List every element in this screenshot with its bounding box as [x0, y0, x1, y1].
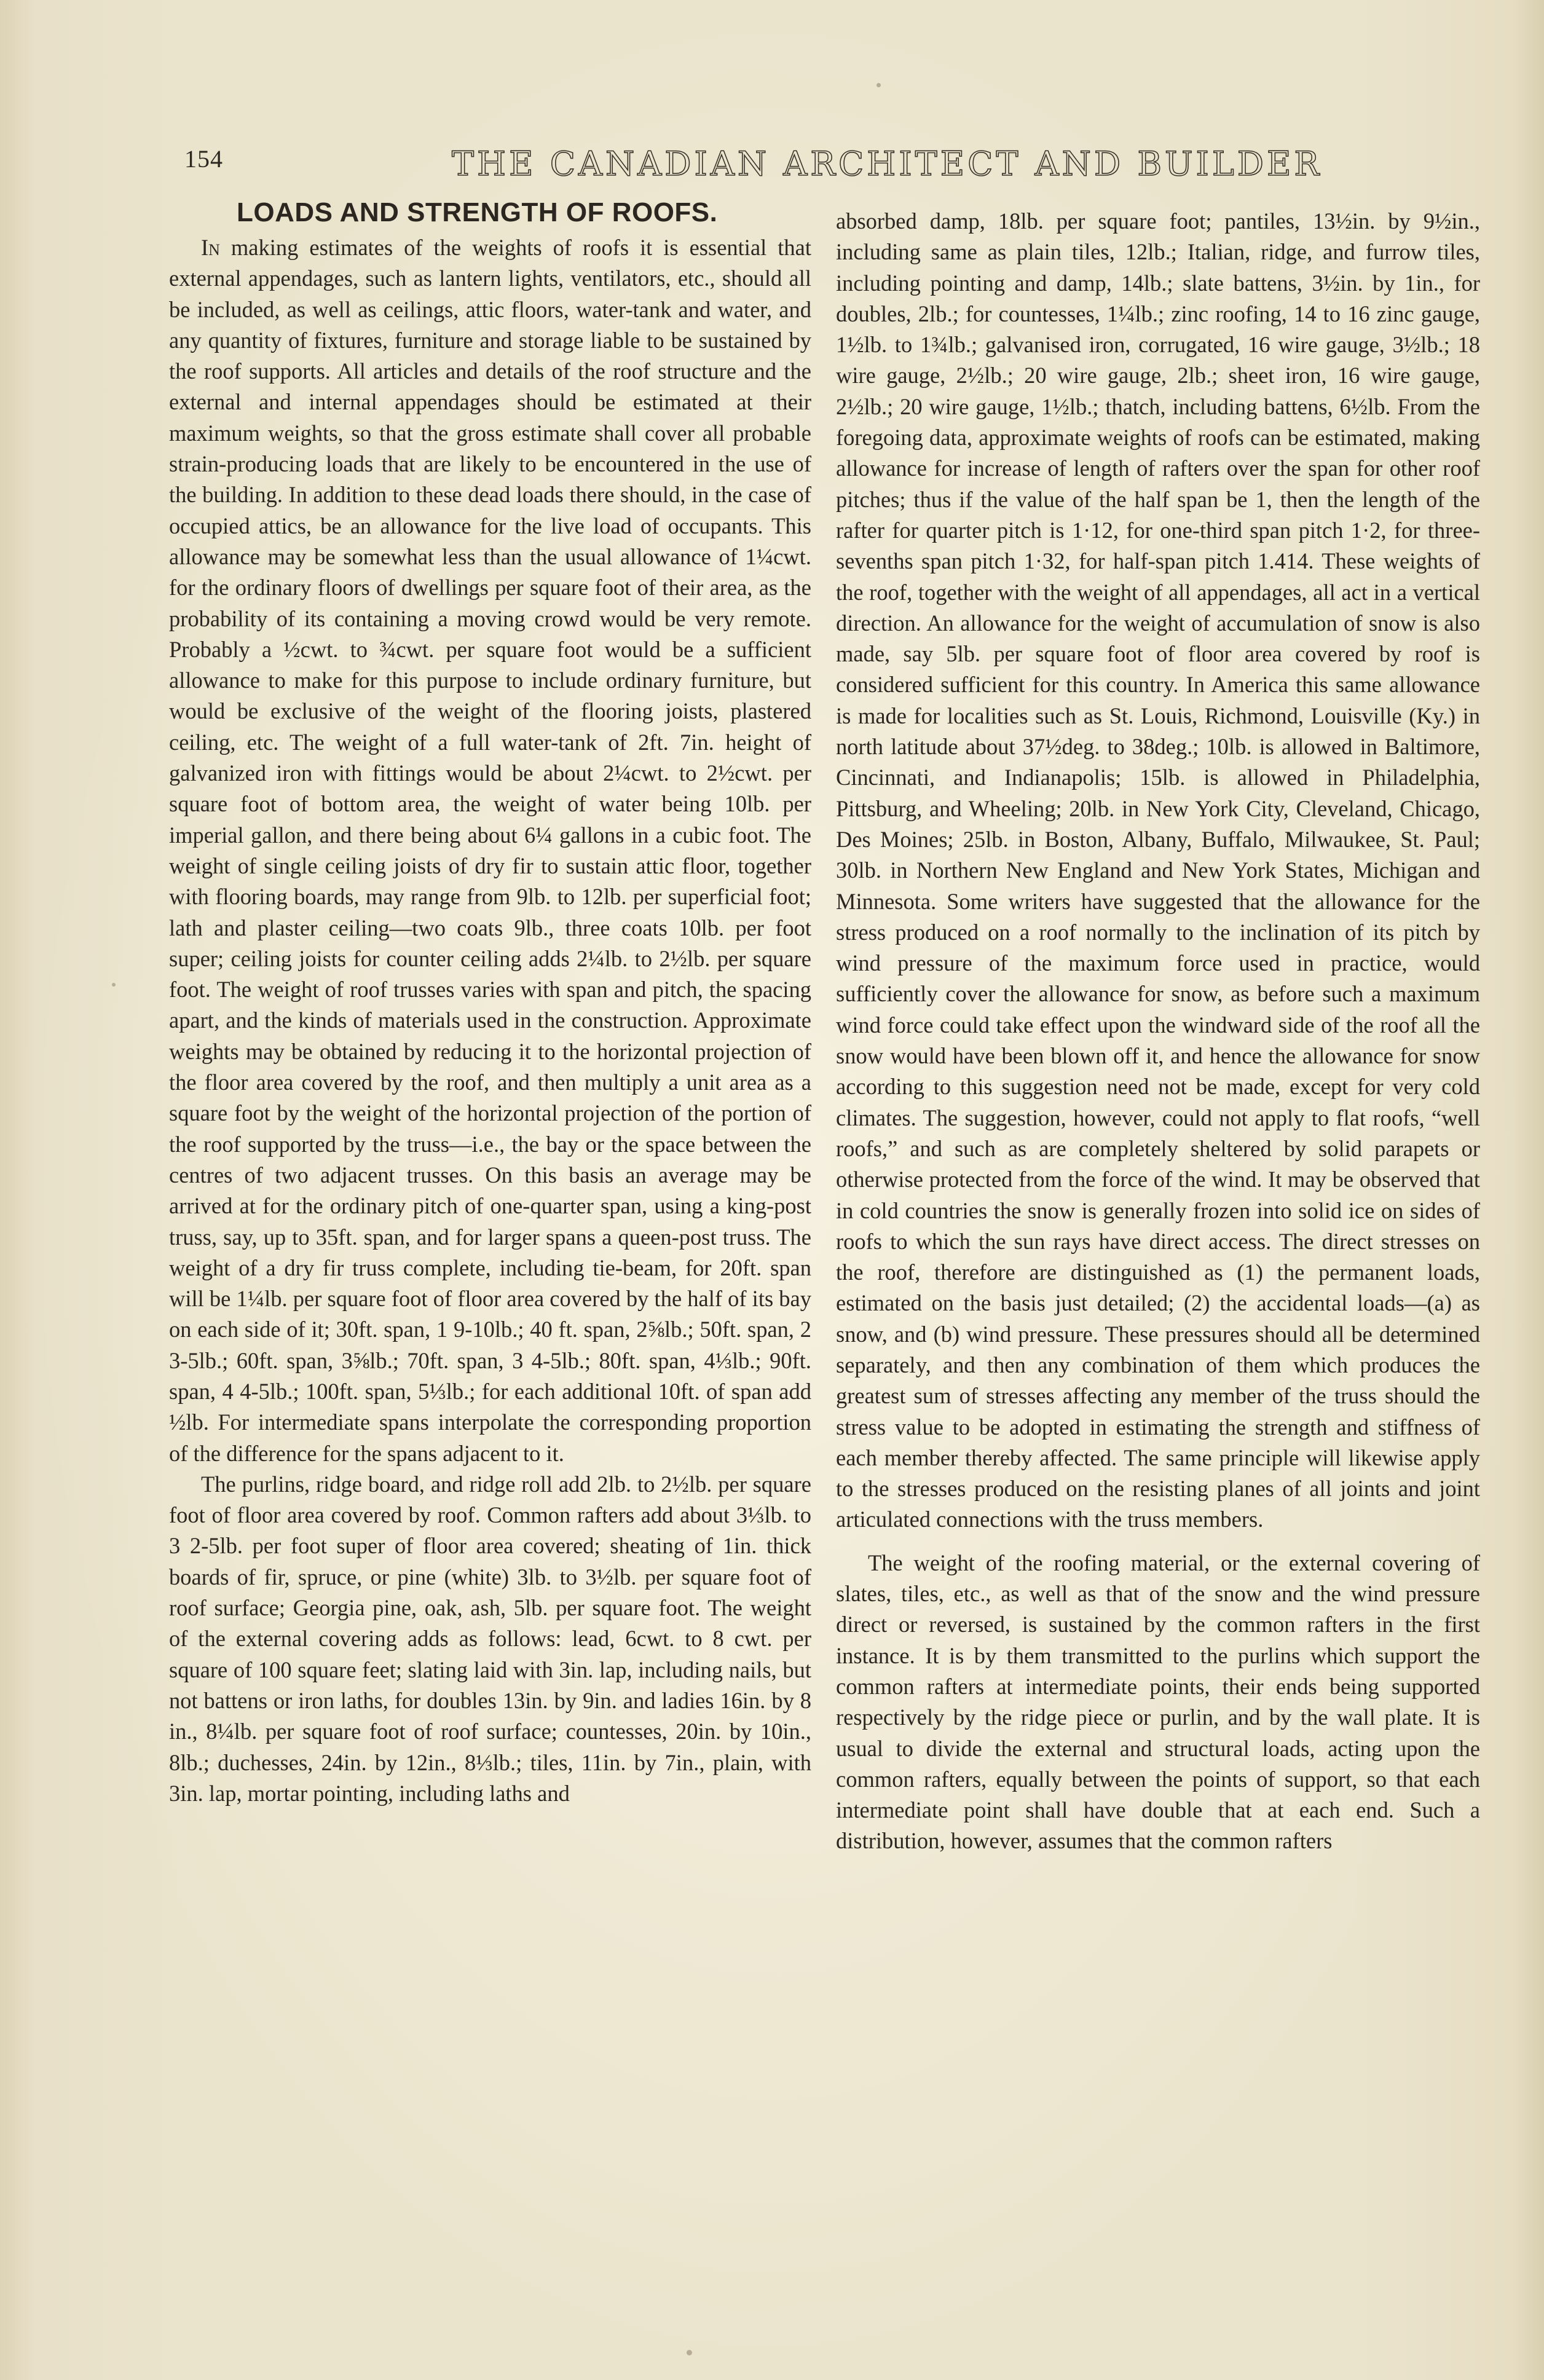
left-column — [169, 195, 811, 1809]
paper-blemish — [687, 2350, 692, 2355]
right-column — [836, 206, 1480, 1857]
paragraph: The weight of the roofing material, or the external covering of slates, tiles, etc., as well as that of the snow and the wind pressure direct or reversed, is sustained by the common rafters in the first instance. It is by them transmitted to the purlins which support the common rafters at intermediate points, their ends being supported respectively by the ridge piece or purlin, and by the wall plate. It is usual to divide the external and structural loads, acting upon the common rafters, equally between the points of support, so that each intermediate point shall have double that at each end. Such a distribution, however, assumes that the common rafters — [836, 1550, 1480, 1854]
page-number: 154 — [184, 145, 223, 173]
drop-word: In — [201, 235, 220, 260]
paragraph: absorbed damp, 18lb. per square foot; pantiles, 13½in. by 9½in., including same as plain tiles, 12lb.; Italian, ridge, and furrow tiles, including pointing and damp, 14lb.; slate battens, 3½in. by 1in., for doubles, 2lb.; for countesses, 1¼lb.; zinc roofing, 14 to 16 zinc gauge, 1½lb. to 1¾lb.; galvanised iron, corrugated, 16 wire gauge, 3½lb.; 18 wire gauge, 2½lb.; 20 wire gauge, 2lb.; sheet iron, 16 wire gauge, 2½lb.; 20 wire gauge, 1½lb.; thatch, including battens, 6½lb. From the foregoing data, approximate weights of roofs can be estimated, making allowance for increase of length of rafters over the span for other roof pitches; thus if the value of the half span be 1, then the length of the rafter for quarter pitch is 1·12, for one-third span pitch 1·2, for three-sevenths span pitch 1·32, for half-span pitch 1.414. These weights of the roof, together with the weight of all appendages, all act in a vertical direction. An allowance for the weight of accumulation of snow is also made, say 5lb. per square foot of floor area covered by roof is considered sufficient for this country. In America this same allowance is made for localities such as St. Louis, Richmond, Louisville (Ky.) in north latitude about 37½deg. to 38deg.; 10lb. is allowed in Baltimore, Cincinnati, and Indianapolis; 15lb. is allowed in Philadelphia, Pittsburg, and Wheeling; 20lb. in New York City, Cleveland, Chicago, Des Moines; 25lb. in Boston, Albany, Buffalo, Milwaukee, St. Paul; 30lb. in Northern New England and New York States, Michigan and Minnesota. Some writers have suggested that the allowance for the stress produced on a roof normally to the inclination of its pitch by wind pressure of the maximum force used in practice, would sufficiently cover the allowance for snow, as before such a maximum wind force could take effect upon the windward side of the roof all the snow would have been blown off it, and hence the allowance for snow according to this suggestion need not be made, except for very cold climates. The suggestion, however, could not apply to flat roofs, “well roofs,” and such as are completely sheltered by solid parapets or otherwise protected from the force of the wind. It may be observed that in cold countries the snow is generally frozen into solid ice on sides of roofs to which the sun rays have direct access. The direct stresses on the roof, therefore are distinguished as (1) the permanent loads, estimated on the basis just detailed; (2) the accidental loads—(a) as snow, and (b) wind pressure. These pressures should all be determined separately, and then any combination of them which produces the greatest sum of stresses affecting any member of the truss should the stress value to be adopted in estimating the strength and stiffness of each member thereby affected. The same principle will likewise apply to the stresses produced on the resisting planes of all joints and joint articulated connections with the truss members. — [836, 208, 1480, 1532]
paragraph: The purlins, ridge board, and ridge roll add 2lb. to 2½lb. per square foot of floor area covered by roof. Common rafters add about 3⅓lb. to 3 2-5lb. per foot super of floor area covered; sheating of 1in. thick boards of fir, spruce, or pine (white) 3lb. to 3½lb. per square foot of roof surface; Georgia pine, oak, ash, 5lb. per square foot. The weight of the external covering adds as follows: lead, 6cwt. to 8 cwt. per square of 100 square feet; slating laid with 3in. lap, including nails, but not battens or iron laths, for doubles 13in. by 9in. and ladies 16in. by 8 in., 8¼lb. per square foot of roof surface; countesses, 20in. by 10in., 8lb.; duchesses, 24in. by 12in., 8⅓lb.; tiles, 11in. by 7in., plain, with 3in. lap, mortar pointing, including laths and — [169, 1471, 811, 1806]
paper-blemish — [876, 83, 881, 87]
paragraph — [169, 232, 811, 1469]
article-title: LOADS AND STRENGTH OF ROOFS. — [237, 197, 718, 227]
page-header — [0, 144, 1544, 194]
paragraph-text: making estimates of the weights of roofs it is essential that external appendages, such as lantern lights, ventilators, etc., should all be included, as well as ceilings, attic floors, water-tank and water, and any quantity of fixtures, furniture and storage liable to be sustained by the roof supports. All articles and details of the roof structure and the external and internal appendages should be estimated at their maximum weights, so that the gross estimate shall cover all probable strain-producing loads that are likely to be encountered in the use of the building. In addition to these dead loads there should, in the case of occupied attics, be an allowance for the live load of occupants. This allowance may be somewhat less than the usual allowance of 1¼cwt. for the ordinary floors of dwellings per square foot of their area, as the probability of its containing a moving crowd would be very remote. Probably a ½cwt. to ¾cwt. per square foot would be a sufficient allowance to make for this purpose to include ordinary furniture, but would be exclusive of the weight of the flooring joists, plastered ceiling, etc. The weight of a full water-tank of 2ft. 7in. height of galvanized iron with fittings would be about 2¼cwt. to 2½cwt. per square foot of bottom area, the weight of water being 10lb. per imperial gallon, and there being about 6¼ gallons in a cubic foot. The weight of single ceiling joists of dry fir to sustain attic floor, together with flooring boards, may range from 9lb. to 12lb. per superficial foot; lath and plaster ceiling—two coats 9lb., three coats 10lb. per foot super; ceiling joists for counter ceiling adds 2¼lb. to 2½lb. per square foot. The weight of roof trusses varies with span and pitch, the spacing apart, and the kinds of materials used in the construction. Approximate weights may be obtained by reducing it to the horizontal projection of the floor area covered by the roof, and then multiply a unit area as a square foot by the weight of the horizontal projection of the portion of the roof supported by the truss—i.e., the bay or the space between the centres of two adjacent trusses. On this basis an average may be arrived at for the ordinary pitch of one-quarter span, using a king-post truss, say, up to 35ft. span, and for larger spans a queen-post truss. The weight of a dry fir truss complete, including tie-beam, for 20ft. span will be 1¼lb. per square foot of floor area covered by the half of its bay on each side of it; 30ft. span, 1 9-10lb.; 40 ft. span, 2⅝lb.; 50ft. span, 2 3-5lb.; 60ft. span, 3⅝lb.; 70ft. span, 3 4-5lb.; 80ft. span, 4⅓lb.; 90ft. span, 4 4-5lb.; 100ft. span, 5⅓lb.; for each additional 10ft. of span add ½lb. For intermediate spans interpolate the corresponding proportion of the difference for the spans adjacent to it. — [169, 235, 811, 1466]
paper-blemish — [112, 983, 116, 987]
running-title: THE CANADIAN ARCHITECT AND BUILDER — [452, 144, 1323, 183]
